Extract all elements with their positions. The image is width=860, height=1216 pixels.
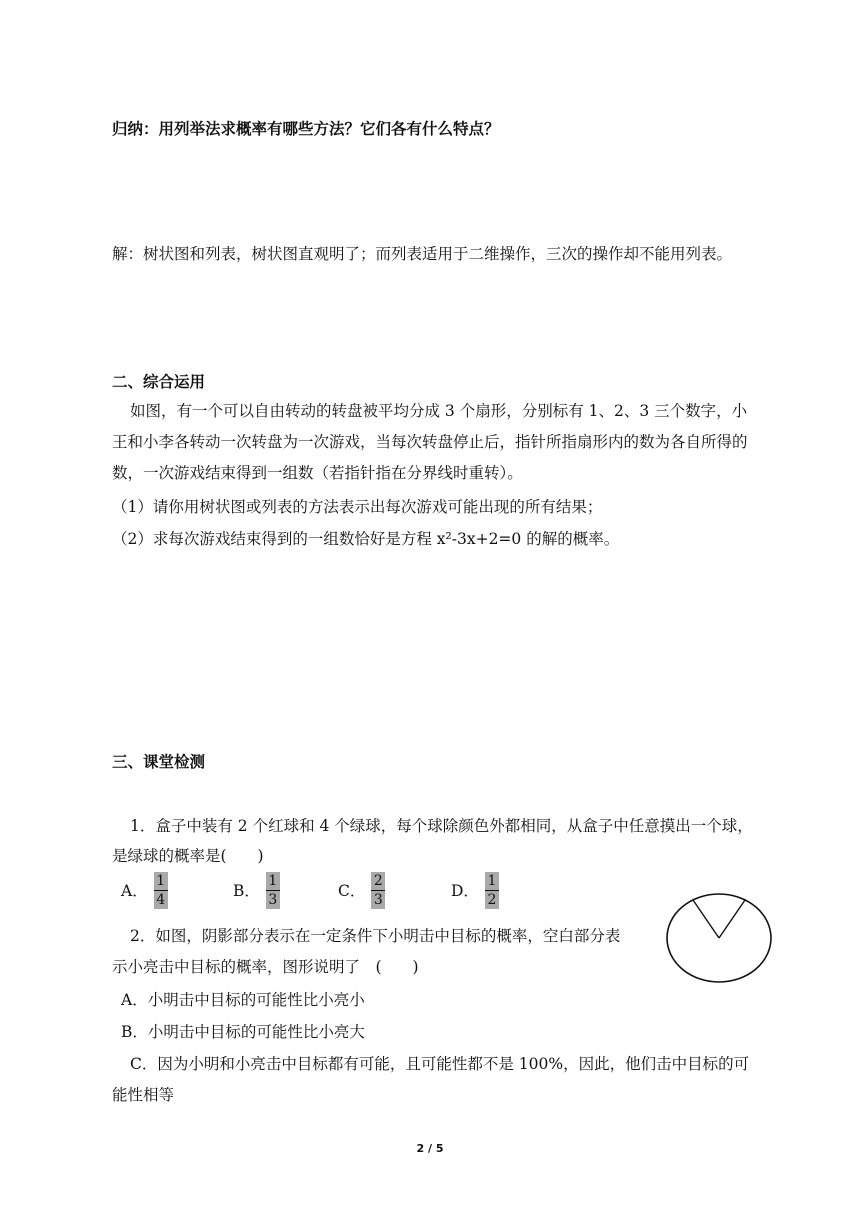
section2-intro-line2: 王和小李各转动一次转盘为一次游戏，当每次转盘停止后，指针所指扇形内的数为各自所得的 <box>112 433 748 451</box>
q1-option-b <box>233 868 280 912</box>
option-label: C． <box>338 882 366 900</box>
q2-text-line1: 2．如图，阴影部分表示在一定条件下小明击中目标的概率，空白部分表 <box>130 927 621 945</box>
q1-text-line2: 是绿球的概率是( ) <box>112 847 264 865</box>
summary-question: 归纳：用列举法求概率有哪些方法？它们各有什么特点？ <box>112 120 500 138</box>
fraction-denominator: 3 <box>373 891 383 908</box>
fraction-denominator: 2 <box>487 891 497 908</box>
fraction-denominator: 4 <box>156 891 166 908</box>
section2-item2: （2）求每次游戏结束得到的一组数恰好是方程 x²-3x+2=0 的解的概率。 <box>112 530 620 548</box>
fraction <box>371 872 385 909</box>
summary-answer: 解：树状图和列表，树状图直观明了；而列表适用于二维操作，三次的操作却不能用列表。 <box>112 245 733 263</box>
q2-text-line2: 示小亮击中目标的概率，图形说明了 ( ) <box>112 958 419 976</box>
q1-text-line1: 1．盒子中装有 2 个红球和 4 个绿球，每个球除颜色外都相同，从盒子中任意摸出一个球， <box>130 817 753 835</box>
option-label: D． <box>451 882 479 900</box>
q1-option-a <box>121 868 168 912</box>
sector-line-right <box>719 900 745 938</box>
q1-option-c <box>338 868 385 912</box>
fraction-numerator: 1 <box>485 872 499 891</box>
fraction <box>154 872 168 909</box>
section3-heading: 三、课堂检测 <box>112 753 206 771</box>
option-label: B． <box>233 882 260 900</box>
q1-option-d <box>451 868 499 912</box>
q2-option-b: B．小明击中目标的可能性比小亮大 <box>121 1023 365 1041</box>
page-number: 2 / 5 <box>416 1142 444 1155</box>
fraction-denominator: 3 <box>268 891 278 908</box>
option-label: A． <box>121 882 148 900</box>
q2-option-c-line2: 能性相等 <box>112 1086 175 1104</box>
fraction <box>485 872 499 909</box>
sector-line-left <box>693 900 719 938</box>
fraction-numerator: 1 <box>154 872 168 891</box>
q2-option-c-line1: C．因为小明和小亮击中目标都有可能，且可能性都不是 100%，因此，他们击中目标的可 <box>130 1055 750 1073</box>
fraction-numerator: 1 <box>266 872 280 891</box>
section2-heading: 二、综合运用 <box>112 373 206 391</box>
fraction-numerator: 2 <box>371 872 385 891</box>
section2-intro-line3: 数，一次游戏结束得到一组数（若指针指在分界线时重转）。 <box>112 464 523 482</box>
fraction <box>266 872 280 909</box>
q2-option-a: A．小明击中目标的可能性比小亮小 <box>121 991 365 1009</box>
target-circle-diagram <box>665 893 775 985</box>
section2-intro-line1: 如图，有一个可以自由转动的转盘被平均分成 3 个扇形，分别标有 1、2、3 三个数字，小 <box>130 402 748 420</box>
section2-item1: （1）请你用树状图或列表的方法表示出每次游戏可能出现的所有结果； <box>112 498 603 516</box>
